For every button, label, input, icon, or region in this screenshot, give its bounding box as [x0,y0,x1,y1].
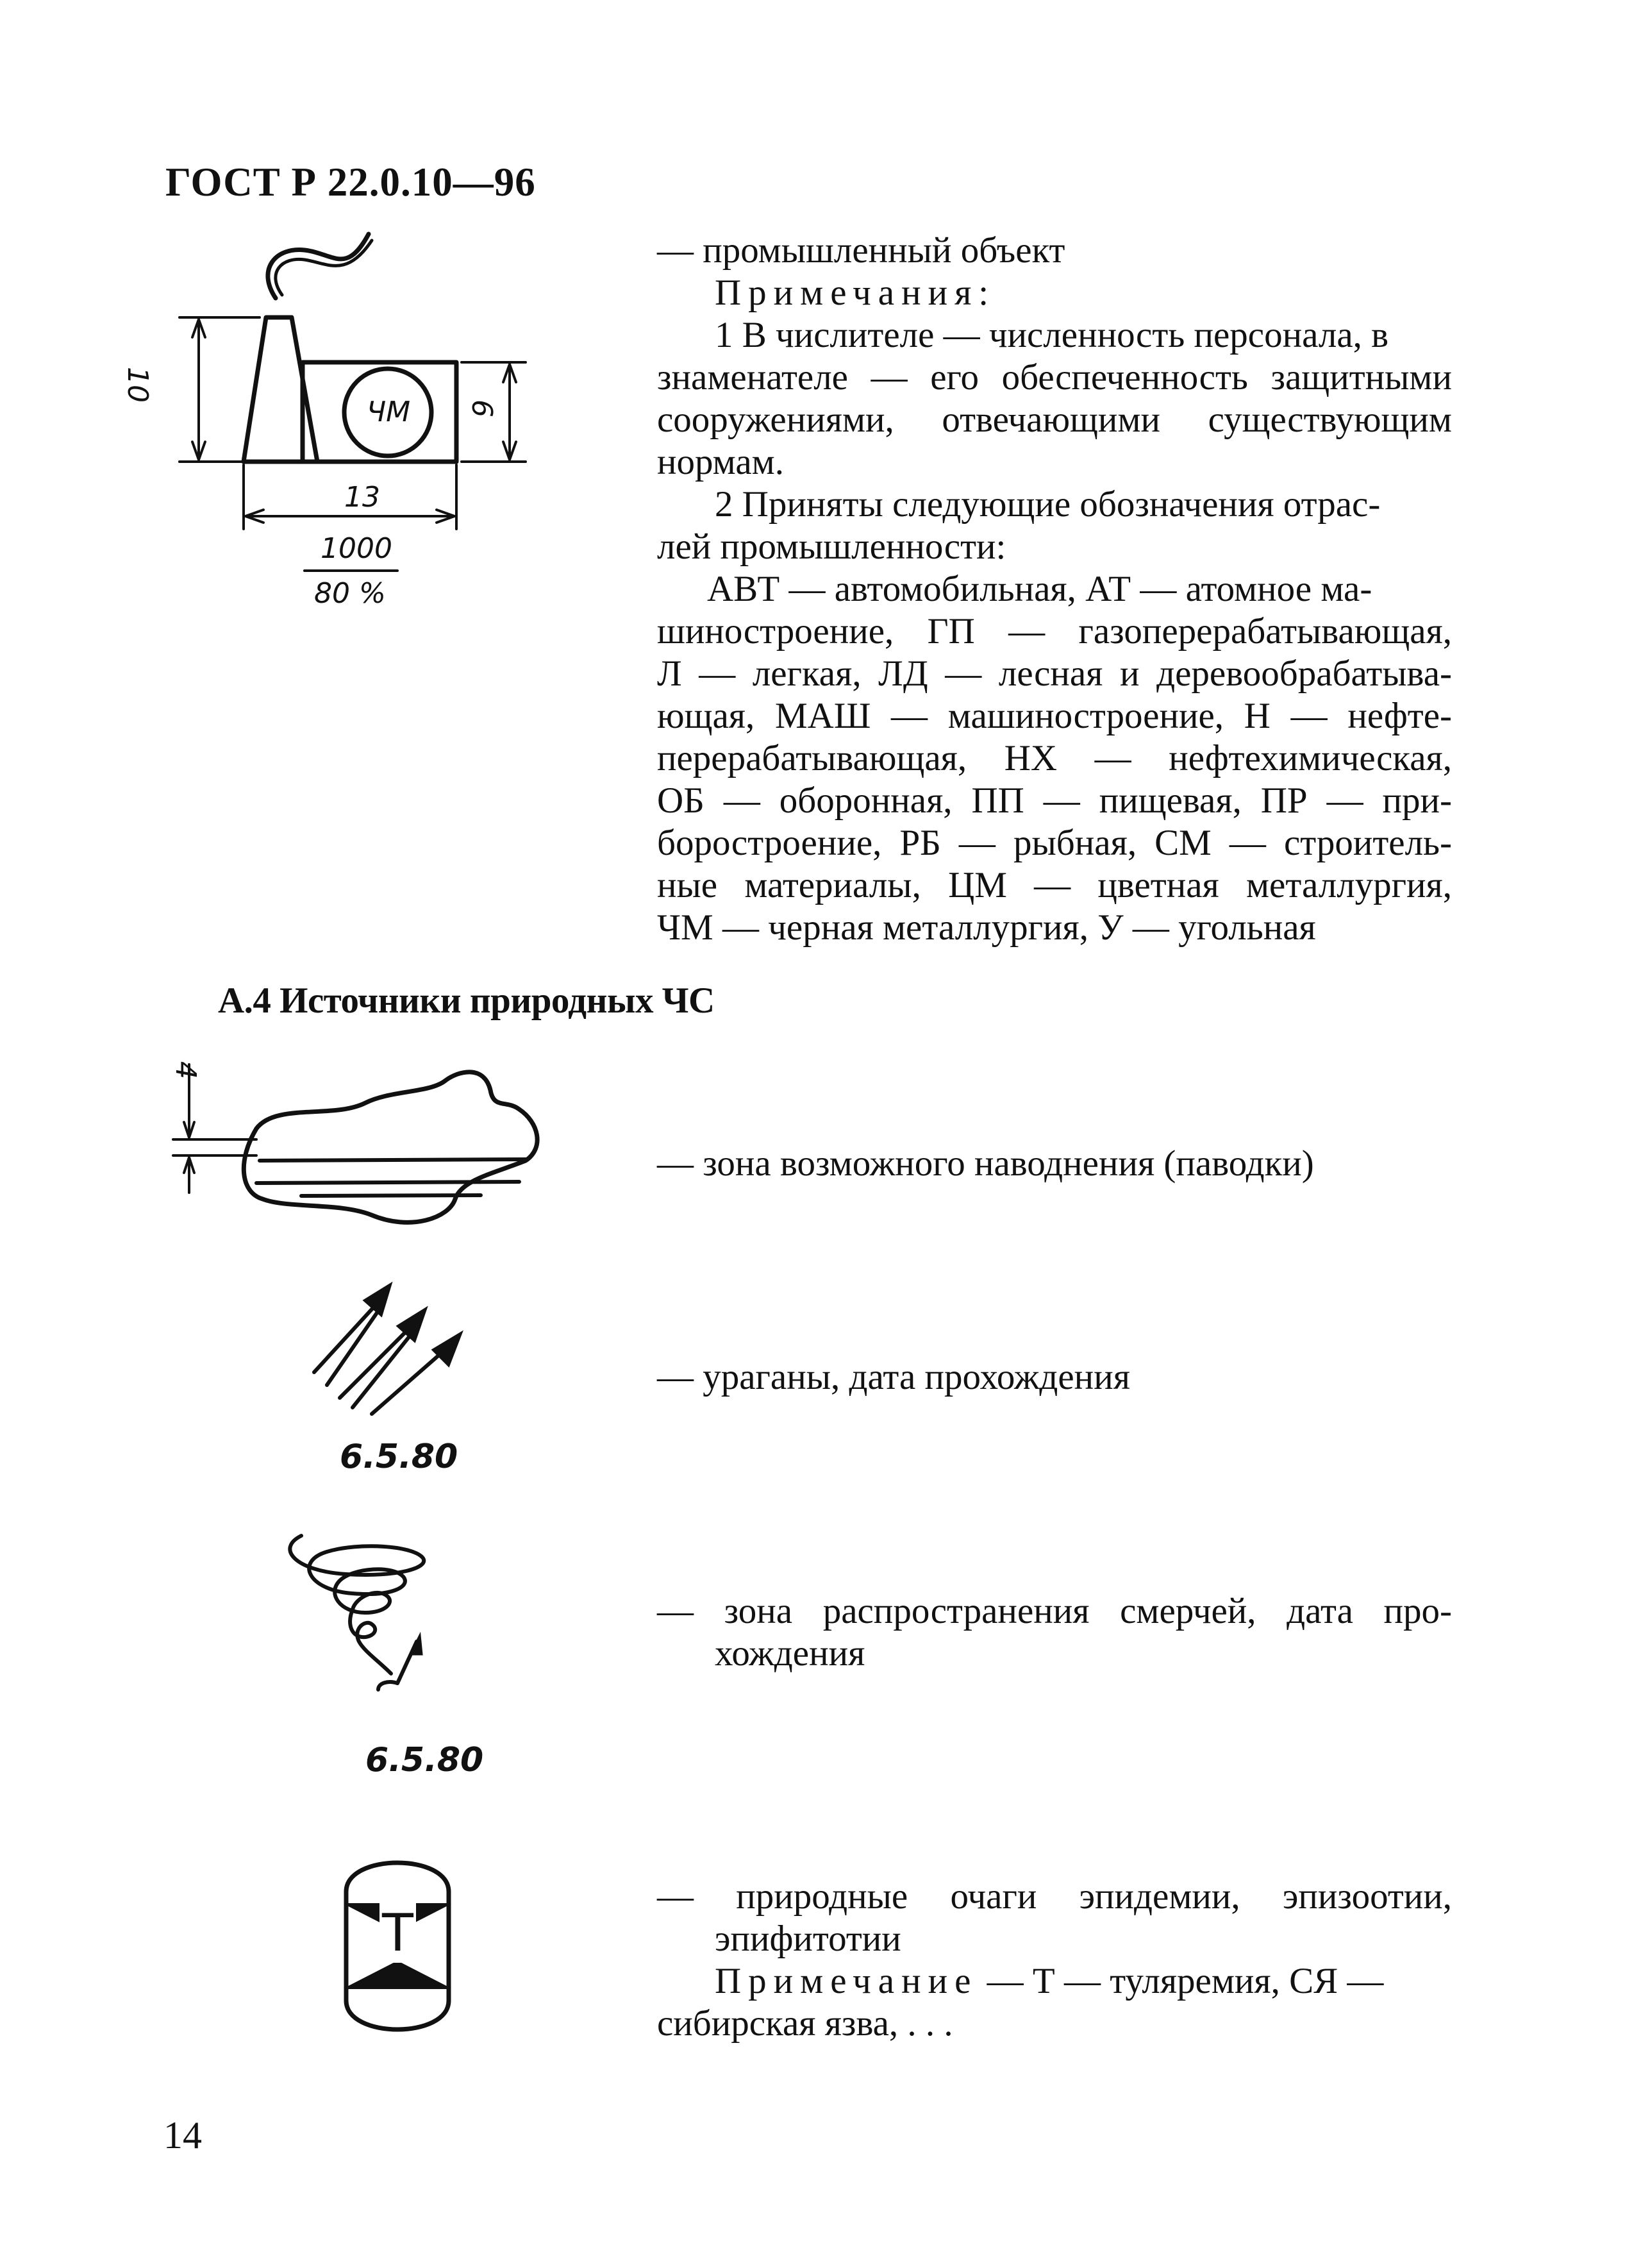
industries-line: перерабатывающая, НХ — нефтехимическая, [657,738,1452,778]
dimension-height-label: 10 [121,367,154,403]
tornado-text-line: хождения [715,1633,865,1674]
tornado-spiral [290,1536,424,1674]
tornado-symbol [282,1523,487,1728]
epidemic-text-line: эпифитотии [715,1919,901,1959]
tornado-text [657,1590,1452,1675]
industry-code-label: ЧМ [367,396,411,428]
tornado-date: 6.5.80 [365,1741,484,1779]
tornado-text-line: — зона распространения смерчей, дата про- [657,1591,1452,1631]
industries-line: ОБ — оборонная, ПП — пищевая, ПР — при- [657,780,1452,821]
epidemic-text [657,1876,1452,2045]
epidemic-note-line2: сибирская язва, . . . [657,2003,953,2044]
smoke-line [268,234,369,298]
section-title: А.4 Источники природных ЧС [218,980,715,1021]
protection-percent: 80 % [314,577,386,610]
epidemic-note-heading: Примечание [715,1961,978,2001]
hurricanes-text: — ураганы, дата прохождения [657,1357,1130,1397]
dimension-inner-height-label: 6 [465,399,498,417]
note-2-line: лей промышленности: [657,526,1006,567]
industries-line: боростроение, РБ — рыбная, СМ — строитель- [657,823,1452,863]
epidemic-note [657,1960,1452,2003]
personnel-count: 1000 [321,532,392,565]
flood-dimension-label: 4 [169,1061,202,1079]
note-1-line: 1 В числителе — численность персонала, в [715,315,1389,355]
industries-line: ЧМ — черная металлургия, У — угольная [657,907,1316,948]
note-2-line: 2 Приняты следующие обозначения отрас- [715,484,1381,525]
hurricanes-symbol [301,1276,481,1424]
flood-zone-symbol [160,1052,558,1238]
hurricanes-date: 6.5.80 [340,1438,458,1476]
industries-line: Л — легкая, ЛД — лесная и деревообрабатыва- [657,653,1452,694]
industrial-object-title: — промышленный объект [657,230,1065,271]
dimension-width-label: 13 [344,481,380,514]
flood-zone-text: — зона возможного наводнения (паводки) [657,1143,1314,1184]
note-1-line: сооружениями, отвечающими существующим [657,399,1452,440]
note-2 [657,483,1452,568]
epidemic-note-text: — Т — туляремия, СЯ — [978,1961,1384,2001]
industries-line: АВТ — автомобильная, АТ — атомное ма- [707,569,1372,609]
epidemic-text-line: — природные очаги эпидемии, эпизоотии, [657,1876,1452,1917]
industries-line: ные материалы, ЦМ — цветная металлургия, [657,865,1452,905]
industries-list [657,568,1452,949]
flood-zone-outline [244,1072,537,1222]
note-1-line: знаменателе — его обеспеченность защитными [657,357,1452,398]
standard-number: ГОСТ Р 22.0.10—96 [165,160,536,205]
epidemic-letter: Т [379,1903,416,1963]
industries-line: шиностроение, ГП — газоперерабатывающая, [657,611,1452,651]
note-1 [657,314,1452,483]
industries-line: ющая, МАШ — машиностроение, Н — нефте- [657,696,1452,736]
chimney-outline [244,317,317,462]
page-number: 14 [163,2114,202,2156]
note-1-line: нормам. [657,442,784,482]
notes-heading: Примечания: [715,273,996,313]
